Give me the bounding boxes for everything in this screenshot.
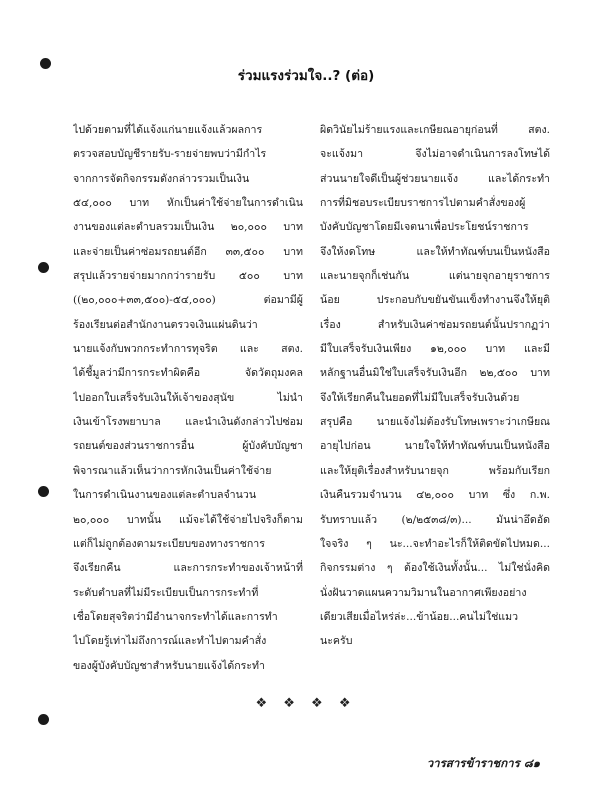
punch-hole-lower <box>38 486 49 497</box>
right-column-line: กิจกรรมต่าง ๆ ต้องใช้เงินทั้งนั้น... ไม่ใช่นั่งคิด <box>320 562 550 575</box>
left-column-line: ๒๐,๐๐๐ บาทนั้น แม้จะได้ใช้จ่ายไปจริงก็ตาม <box>73 513 303 526</box>
right-column-line: จึงให้เรียกคืนในยอดที่ไม่มีใบเสร็จรับเงินด้วย <box>320 391 520 404</box>
right-column-line: เงินคืนรวมจำนวน ๔๒,๐๐๐ บาท ซึ่ง ก.พ. <box>320 489 550 502</box>
left-column-line: ในการดำเนินงานของแต่ละตำบลจำนวน <box>73 489 257 502</box>
left-column-line: รถยนต์ของส่วนราชการอื่น ผู้บังคับบัญชา <box>73 440 303 453</box>
right-column-line: และนายจุกก็เช่นกัน แต่นายจุกอายุราชการ <box>320 270 550 283</box>
left-column-line: ของผู้บังคับบัญชาสำหรับนายแจ้งได้กระทำ <box>73 659 265 672</box>
left-column-line: ร้องเรียนต่อสำนักงานตรวจเงินแผ่นดินว่า <box>73 318 258 331</box>
right-column-line: ใจจริง ๆ นะ...จะทำอะไรก็ให้ติดขัดไปหมด... <box>320 537 550 550</box>
left-column-line: ไปออกใบเสร็จรับเงินให้เจ้าของสุนัข ไม่นำ <box>73 391 303 404</box>
right-column-line: และให้ยุติเรื่องสำหรับนายจุก พร้อมกับเรียก <box>320 464 550 477</box>
right-column-line: สรุปคือ นายแจ้งไม่ต้องรับโทษเพราะว่าเกษียณ <box>320 416 550 429</box>
right-column-line: นั่งฝันวาดแผนความวิมานในอากาศเพียงอย่าง <box>320 586 527 599</box>
right-column-line: รับทราบแล้ว (๒/๒๕๓๘/๓)... มันน่าอึดอัด <box>320 513 550 526</box>
left-column-line: สรุปแล้วรายจ่ายมากกว่ารายรับ ๕๐๐ บาท <box>73 270 303 283</box>
left-column-line: จึงเรียกคืน และการกระทำของเจ้าหน้าที่ <box>73 562 303 575</box>
left-column-line: ๕๔,๐๐๐ บาท หักเป็นค่าใช้จ่ายในการดำเนิน <box>73 197 303 210</box>
left-column-line: ((๒๐,๐๐๐+๓๓,๕๐๐)-๕๔,๐๐๐) ต่อมามีผู้ <box>73 294 303 307</box>
right-column-line: จึงให้งดโทษ และให้ทำทัณฑ์บนเป็นหนังสือ <box>320 245 550 258</box>
right-column-line: จะแจ้งมา จึงไม่อาจดำเนินการลงโทษได้ <box>320 148 550 161</box>
punch-hole-middle <box>38 262 49 273</box>
left-column-line: เงินเข้าโรงพยาบาล และนำเงินดังกล่าวไปซ่อม <box>73 416 303 429</box>
left-column-line: นายแจ้งกับพวกกระทำการทุจริต และ สตง. <box>73 343 303 356</box>
punch-hole-bottom <box>38 714 49 725</box>
right-column-line: หลักฐานอื่นมิใช่ใบเสร็จรับเงินอีก ๒๒,๕๐๐ บาท <box>320 367 550 380</box>
page-footer: วารสารข้าราชการ ๘๑ <box>426 756 540 770</box>
punch-hole-top <box>40 58 51 69</box>
left-column-line: ไปโดยรู้เท่าไม่ถึงการณ์และทำไปตามคำสั่ง <box>73 635 267 648</box>
right-column-line: บังคับบัญชาโดยมีเจตนาเพื่อประโยชน์ราชการ <box>320 221 529 234</box>
left-column-line: งานของแต่ละตำบลรวมเป็นเงิน ๒๐,๐๐๐ บาท <box>73 221 303 234</box>
left-column-line: และจ่ายเป็นค่าซ่อมรถยนต์อีก ๓๓,๕๐๐ บาท <box>73 245 303 258</box>
right-column-line: เดียวเสียเมื่อไหร่ล่ะ...ข้าน้อย...คนไม่ใช่แมว <box>320 610 519 623</box>
right-column-line: ส่วนนายใจดีเป็นผู้ช่วยนายแจ้ง และได้กระทำ <box>320 172 550 185</box>
right-column-line: การที่มิชอบระเบียบราชการไปตามคำสั่งของผู้ <box>320 197 526 210</box>
left-column-line: ไปด้วยตามที่ได้แจ้งแก่นายแจ้งแล้วผลการ <box>73 124 263 136</box>
left-column-line: แต่ก็ไม่ถูกต้องตามระเบียบของทางราชการ <box>73 537 265 550</box>
section-end-ornament: ❖ ❖ ❖ ❖ <box>255 696 357 711</box>
left-column-line: เชื่อโดยสุจริตว่ามีอำนาจกระทำได้และการทำ <box>73 610 278 623</box>
right-column-line: เรื่อง สำหรับเงินค่าซ่อมรถยนต์นั้นปรากฏว่า <box>320 318 550 331</box>
left-text-column <box>73 118 303 678</box>
right-column-line: นะครับ <box>320 635 353 648</box>
right-column-line: น้อย ประกอบกับขยันขันแข็งทำงานจึงให้ยุติ <box>320 294 550 307</box>
right-text-column <box>320 118 550 654</box>
right-column-line: มีใบเสร็จรับเงินเพียง ๑๒,๐๐๐ บาท และมี <box>320 343 550 356</box>
left-column-line: ได้ชี้มูลว่ามีการกระทำผิดคือ จัดวัตถุมงคล <box>73 367 303 380</box>
left-column-line: ระดับตำบลที่ไม่มีระเบียบเป็นการกระทำที่ <box>73 586 259 599</box>
left-column-line: ตรวจสอบบัญชีรายรับ-รายจ่ายพบว่ามีกำไร <box>73 148 267 161</box>
right-column-line: ผิดวินัยไม่ร้ายแรงและเกษียณอายุก่อนที่ สตง. <box>320 124 550 136</box>
left-column-line: พิจารณาแล้วเห็นว่าการหักเงินเป็นค่าใช้จ่าย <box>73 464 272 477</box>
article-title: ร่วมแรงร่วมใจ..? (ต่อ) <box>237 68 375 84</box>
left-column-line: จากการจัดกิจกรรมดังกล่าวรวมเป็นเงิน <box>73 172 250 185</box>
right-column-line: อายุไปก่อน นายใจให้ทำทัณฑ์บนเป็นหนังสือ <box>320 440 550 453</box>
